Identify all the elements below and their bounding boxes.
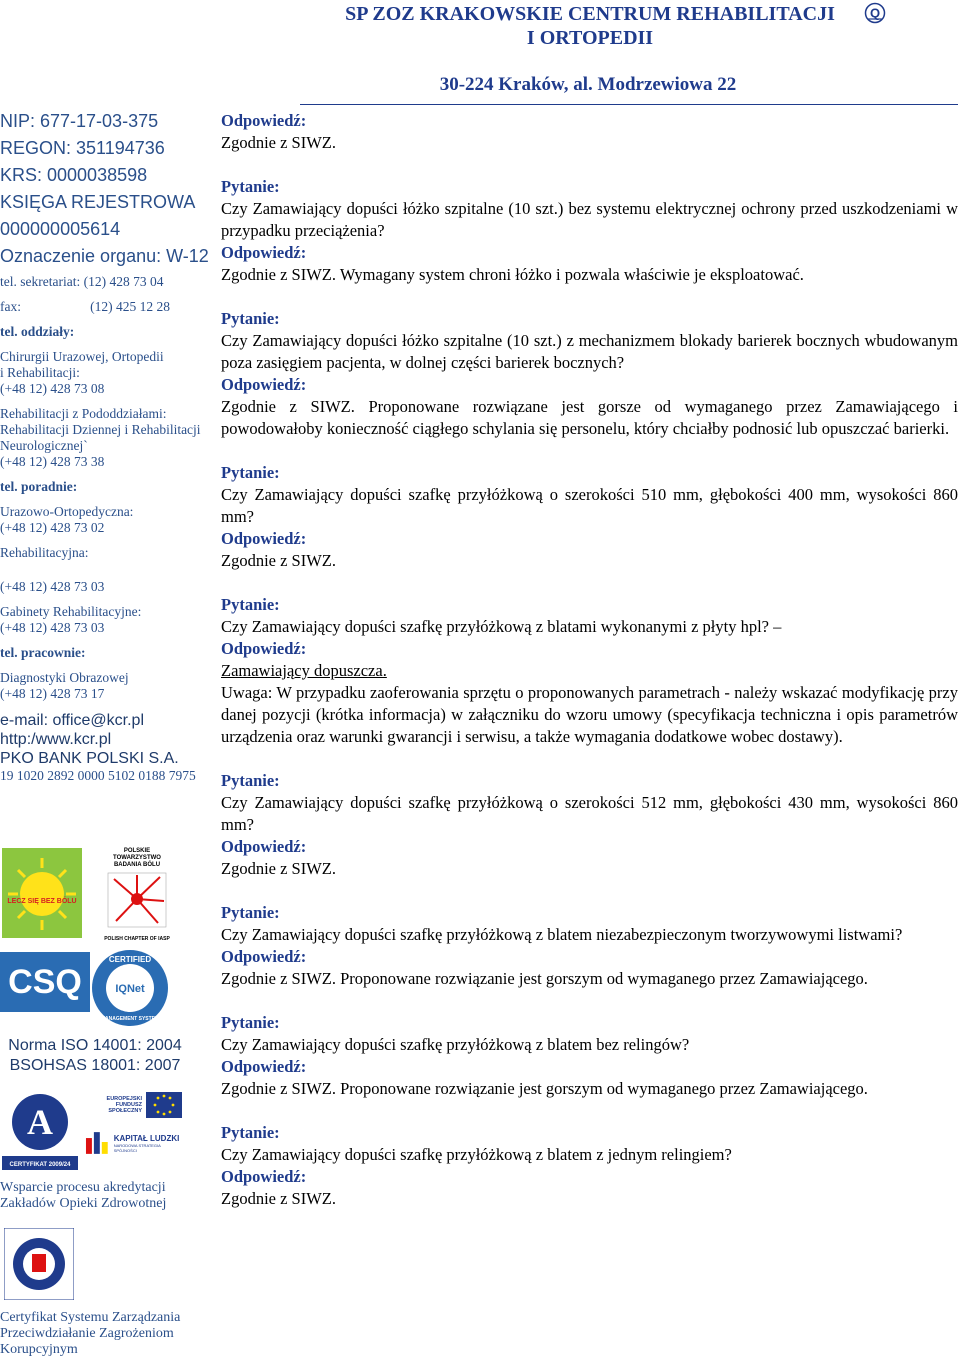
poradnia-2-tel: (+48 12) 428 73 03 bbox=[0, 579, 105, 594]
answer-text: Zgodnie z SIWZ. Proponowane rozwiązanie jest gorszym od wymaganego przez Zamawiającego. bbox=[221, 969, 868, 988]
fax-label: fax: bbox=[0, 299, 21, 314]
oddzialy-heading: tel. oddziały: bbox=[0, 324, 75, 339]
poradnia-1: Urazowo-Ortopedyczna: bbox=[0, 504, 134, 519]
certified-text: CERTIFIED bbox=[108, 955, 152, 964]
answer-text: Zgodnie z SIWZ. bbox=[221, 859, 337, 878]
qa-block-3 bbox=[221, 462, 958, 572]
qa-block-5 bbox=[221, 770, 958, 880]
csq-logo bbox=[0, 952, 90, 1012]
question-text: Czy Zamawiający dopuści szafkę przyłóżkową z blatem bez relingów? bbox=[221, 1035, 690, 1054]
answer-text: Zgodnie z SIWZ. bbox=[221, 1189, 337, 1208]
bank-name: PKO BANK POLSKI S.A. bbox=[0, 750, 179, 767]
www-link[interactable]: http:/www.kcr.pl bbox=[0, 731, 112, 748]
oddzial-1-line1: Chirurgii Urazowej, Ortopedii bbox=[0, 349, 164, 364]
certyfikat-block bbox=[0, 1310, 210, 1358]
question-label: Pytanie: bbox=[221, 595, 280, 614]
nip: NIP: 677-17-03-375 bbox=[0, 111, 159, 131]
poradnia-2: Rehabilitacyjna: bbox=[0, 545, 89, 560]
certyfikat-line2: Przeciwdziałanie Zagrożeniom bbox=[0, 1326, 174, 1341]
answer-text: Zgodnie z SIWZ. bbox=[221, 133, 337, 152]
fax-row bbox=[0, 299, 170, 315]
header-title-line2: I ORTOPEDII bbox=[526, 27, 654, 49]
ksiega-number: 000000005614 bbox=[0, 219, 121, 239]
question-label: Pytanie: bbox=[221, 1123, 280, 1142]
regon: REGON: 351194736 bbox=[0, 138, 165, 158]
question-text: Czy Zamawiający dopuści szafkę przyłóżkową z blatem niezabezpieczonym tworzywowymi listwami? bbox=[221, 925, 903, 944]
qa-block-7 bbox=[221, 1012, 958, 1100]
qa-block-8 bbox=[221, 1122, 958, 1210]
answer-label: Odpowiedź: bbox=[221, 111, 307, 130]
sidebar bbox=[0, 108, 210, 784]
answer-label: Odpowiedź: bbox=[221, 529, 307, 548]
pracownie-heading: tel. pracownie: bbox=[0, 645, 86, 660]
qa-block-6 bbox=[221, 902, 958, 990]
header-divider bbox=[300, 104, 958, 105]
poradnia-1-tel: (+48 12) 428 73 02 bbox=[0, 520, 105, 535]
question-label: Pytanie: bbox=[221, 463, 280, 482]
wsparcie-block bbox=[0, 1180, 210, 1212]
eu-flag-icon bbox=[146, 1092, 182, 1118]
question-text: Czy Zamawiający dopuści szafkę przyłóżkową o szerokości 512 mm, głębokości 430 mm, wysokości 860 mm? bbox=[221, 793, 958, 834]
krs: KRS: 0000038598 bbox=[0, 165, 148, 185]
iqnet-logo bbox=[90, 948, 170, 1028]
question-label: Pytanie: bbox=[221, 309, 280, 328]
answer-text: Zgodnie z SIWZ. Proponowane rozwiązane jest gorsze od wymaganego przez Zamawiającego i powodowałoby konieczność ciągłego schylania się personelu, który chciałby podnosić lub opuszczać barierki. bbox=[221, 397, 958, 438]
oddzial-2-line2: Rehabilitacji Dziennej i Rehabilitacji bbox=[0, 422, 201, 437]
question-label: Pytanie: bbox=[221, 903, 280, 922]
lecz-sie-bez-bolu-logo bbox=[2, 848, 82, 938]
gabinety-tel: (+48 12) 428 73 03 bbox=[0, 620, 105, 635]
qa-block-2 bbox=[221, 308, 958, 440]
quality-logo-icon bbox=[864, 2, 886, 24]
lecz-sie-text: LECZ SIĘ BEZ BÓLU bbox=[7, 898, 77, 905]
question-label: Pytanie: bbox=[221, 1013, 280, 1032]
iqnet-text: IQNet bbox=[115, 983, 145, 995]
answer-label: Odpowiedź: bbox=[221, 837, 307, 856]
iso-14001: Norma ISO 14001: 2004 bbox=[8, 1037, 182, 1054]
email-link[interactable]: e-mail: office@kcr.pl bbox=[0, 712, 144, 729]
kapital-ludzki-icon bbox=[84, 1130, 110, 1156]
ptbb-title: POLSKIE TOWARZYSTWO BADANIA BÓLU bbox=[113, 848, 161, 868]
kapital-sub: NARODOWA STRATEGIA SPÓJNOŚCI bbox=[113, 1142, 161, 1153]
qa-block-0 bbox=[221, 110, 958, 154]
oddzial-2-tel: (+48 12) 428 73 38 bbox=[0, 454, 105, 469]
bank-account: 19 1020 2892 0000 5102 0188 7975 bbox=[0, 768, 196, 783]
eu-fund-text: EUROPEJSKI FUNDUSZ SPOŁECZNY bbox=[106, 1096, 142, 1114]
answer-text: Zgodnie z SIWZ. bbox=[221, 551, 337, 570]
wsparcie-line2: Zakładów Opieki Zdrowotnej bbox=[0, 1196, 167, 1211]
accreditation-certificate-logo bbox=[2, 1090, 78, 1170]
ptbb-sub: POLISH CHAPTER OF IASP bbox=[104, 936, 170, 942]
csq-text: CSQ bbox=[8, 963, 82, 1001]
oddzial-2-line1: Rehabilitacji z Pododdziałami: bbox=[0, 406, 167, 421]
question-text: Czy Zamawiający dopuści szafkę przyłóżkową z blatami wykonanymi z płyty hpl? – bbox=[221, 617, 782, 636]
answer-label: Odpowiedź: bbox=[221, 639, 307, 658]
tel-sekretariat: tel. sekretariat: (12) 428 73 04 bbox=[0, 274, 164, 289]
svg-text:A: A bbox=[27, 1102, 53, 1142]
answer-label: Odpowiedź: bbox=[221, 375, 307, 394]
address: 30-224 Kraków, al. Modrzewiowa 22 bbox=[439, 74, 737, 95]
cert-year-text: CERTYFIKAT 2009/24 bbox=[9, 1162, 71, 1168]
ptbb-logo bbox=[102, 848, 172, 940]
question-label: Pytanie: bbox=[221, 177, 280, 196]
question-label: Pytanie: bbox=[221, 771, 280, 790]
answer-text: Zgodnie z SIWZ. Wymagany system chroni łóżko i pozwala właściwie je eksploatować. bbox=[221, 265, 804, 284]
question-text: Czy Zamawiający dopuści szafkę przyłóżkową z blatem z jednym relingiem? bbox=[221, 1145, 732, 1164]
question-text: Czy Zamawiający dopuści łóżko szpitalne (10 szt.) z mechanizmem blokady barierek bocznych wbudowanym poza zasięgiem pacjenta, w dolnej części barierek bocznych? bbox=[221, 331, 958, 372]
answer-text: Zamawiający dopuszcza. bbox=[221, 661, 387, 680]
quality-logo-letter: Q bbox=[869, 5, 881, 21]
header-title bbox=[300, 2, 880, 50]
question-text: Czy Zamawiający dopuści łóżko szpitalne (10 szt.) bez systemu elektrycznej ochrony przed uszkodzeniami w przypadku przeciążenia? bbox=[221, 199, 958, 240]
answer-label: Odpowiedź: bbox=[221, 947, 307, 966]
certyfikat-line1: Certyfikat Systemu Zarządzania bbox=[0, 1310, 181, 1325]
header-title-line1: SP ZOZ KRAKOWSKIE CENTRUM REHABILITACJI bbox=[345, 3, 835, 25]
mgmt-text: MANAGEMENT SYSTEM bbox=[100, 1016, 160, 1022]
gabinety: Gabinety Rehabilitacyjne: bbox=[0, 604, 142, 619]
wsparcie-line1: Wsparcie procesu akredytacji bbox=[0, 1180, 166, 1195]
pracownia-1: Diagnostyki Obrazowej bbox=[0, 670, 129, 685]
main-content bbox=[221, 110, 958, 1232]
iso-block bbox=[0, 1036, 190, 1076]
pracownia-1-tel: (+48 12) 428 73 17 bbox=[0, 686, 105, 701]
qa-block-4 bbox=[221, 594, 958, 748]
answer-text: Zgodnie z SIWZ. Proponowane rozwiązanie jest gorszym od wymaganego przez Zamawiającego. bbox=[221, 1079, 868, 1098]
note-text: Uwaga: W przypadku zaoferowania sprzętu o proponowanych parametrach - należy wskazać modyfikację przy danej pozycji (krótka informacja) w załączniku do wzoru umowy (specyfikacja techniczna i opis parametrów urządzenia oraz warunki gwarancji i serwisu, a także wymagania dodatkowe wobec dostawy). bbox=[221, 683, 958, 746]
oddzial-1-line2: i Rehabilitacji: bbox=[0, 365, 80, 380]
answer-label: Odpowiedź: bbox=[221, 1167, 307, 1186]
qa-block-1 bbox=[221, 176, 958, 286]
kapital-text: KAPITAŁ LUDZKI bbox=[113, 1133, 180, 1143]
fax-value: (12) 425 12 28 bbox=[90, 299, 170, 314]
neuron-icon bbox=[102, 869, 172, 931]
question-text: Czy Zamawiający dopuści szafkę przyłóżkową o szerokości 510 mm, głębokości 400 mm, wysokości 860 mm? bbox=[221, 485, 958, 526]
poradnie-heading: tel. poradnie: bbox=[0, 479, 78, 494]
eu-fund-logo bbox=[84, 1092, 184, 1156]
anti-corruption-cert-logo bbox=[4, 1228, 74, 1300]
oznaczenie-organu: Oznaczenie organu: W-12 bbox=[0, 246, 209, 266]
bsohsas: BSOHSAS 18001: 2007 bbox=[9, 1057, 181, 1074]
answer-label: Odpowiedź: bbox=[221, 1057, 307, 1076]
oddzial-1-tel: (+48 12) 428 73 08 bbox=[0, 381, 105, 396]
certyfikat-line3: Korupcyjnym bbox=[0, 1342, 78, 1357]
answer-label: Odpowiedź: bbox=[221, 243, 307, 262]
ksiega-rejestrowa: KSIĘGA REJESTROWA bbox=[0, 192, 196, 212]
oddzial-2-line3: Neurologicznej` bbox=[0, 438, 88, 453]
